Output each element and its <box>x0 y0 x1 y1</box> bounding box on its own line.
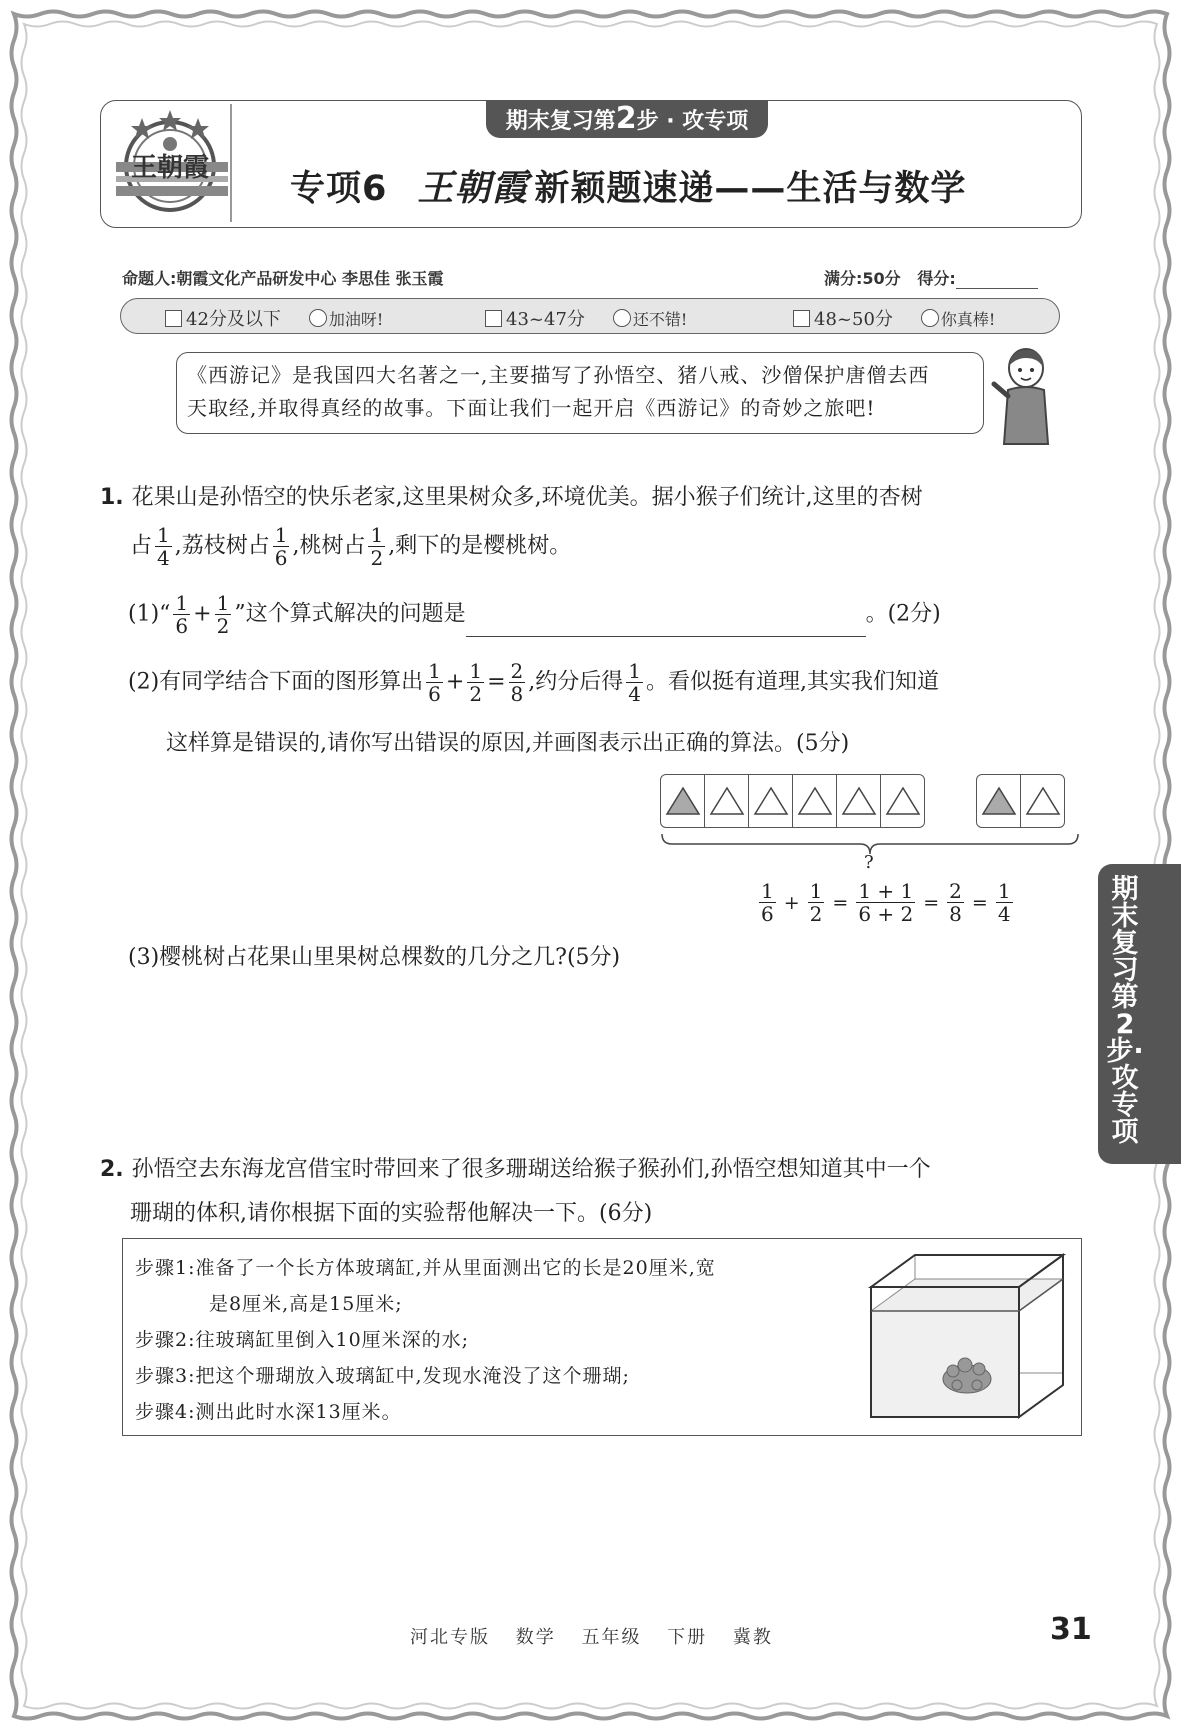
page-title <box>290 160 966 211</box>
fraction-one-quarter <box>626 660 643 705</box>
rating-checkbox-icon[interactable] <box>165 310 182 327</box>
equals-sign: = <box>487 669 506 695</box>
q1-p3-answer-area[interactable] <box>128 980 1028 1120</box>
frac-den: 4 <box>997 902 1011 926</box>
triangle-icon <box>709 785 745 817</box>
step-1-continued: 是8厘米,高是15厘米; <box>209 1293 403 1315</box>
q1-p2-text-b: ,约分后得 <box>528 669 624 695</box>
frac-den: 2 <box>809 902 823 926</box>
experiment-steps-box <box>122 1238 1082 1436</box>
rating-cheer: 你真棒! <box>940 309 996 329</box>
q2-line-2: 珊瑚的体积,请你根据下面的实验帮他解决一下。(6分) <box>130 1201 653 1226</box>
q1-number: 1. <box>100 485 124 510</box>
frac-den: 6 <box>761 902 774 926</box>
rating-item-low[interactable] <box>165 305 383 331</box>
triangle-cell <box>705 775 749 827</box>
q1-p1-text: ”这个算式解决的问题是 <box>234 601 466 627</box>
score-blank[interactable] <box>956 270 1038 289</box>
score-area <box>824 266 1038 289</box>
frac-den: 4 <box>628 682 641 706</box>
title-main: 新颖题速递——生活与数学 <box>534 169 967 209</box>
footer-edition-info: 河北专版 数学 五年级 下册 冀教 <box>410 1627 773 1648</box>
triangle-icon <box>797 785 833 817</box>
score-label: 得分: <box>917 269 956 288</box>
intro-line-1: 《西游记》是我国四大名著之一,主要描写了孙悟空、猪八戒、沙僧保护唐僧去西 <box>187 363 930 387</box>
frac-num: 1 <box>216 591 230 615</box>
q1-text-2c: ,桃树占 <box>292 533 366 559</box>
q1-part-2-line-2: 这样算是错误的,请你写出错误的原因,并画图表示出正确的算法。(5分) <box>166 731 850 756</box>
q1-text-2d: ,剩下的是樱桃树。 <box>388 533 572 559</box>
publisher-seal-logo <box>112 104 232 222</box>
rating-item-high[interactable] <box>793 305 995 331</box>
fraction-apricot <box>155 524 172 569</box>
triangle-cell <box>977 775 1021 827</box>
step-4: 步骤4:测出此时水深13厘米。 <box>135 1401 402 1423</box>
rating-item-mid[interactable] <box>485 305 687 331</box>
q1-part-2 <box>128 660 939 705</box>
triangle-cell <box>661 775 705 827</box>
formula-frac-b <box>808 880 825 925</box>
title-brand: 王朝霞 <box>417 167 529 209</box>
q1-text-1: 花果山是孙悟空的快乐老家,这里果树众多,环境优美。据小猴子们统计,这里的杏树 <box>131 485 923 510</box>
formula-frac-d <box>947 880 964 925</box>
frac-num: 1 <box>628 659 641 683</box>
equals-sign: = <box>971 891 988 914</box>
q1-line-1 <box>100 480 923 511</box>
triangle-icon <box>841 785 877 817</box>
triangle-cell <box>837 775 881 827</box>
q1-part-1 <box>128 592 941 637</box>
fraction-one-sixth <box>426 660 443 705</box>
frac-den: 2 <box>216 614 230 638</box>
rating-range: 42分及以下 <box>186 309 281 330</box>
rating-cheer: 还不错! <box>632 309 688 329</box>
frac-num: 2 <box>510 659 524 683</box>
fraction-one-half <box>467 660 484 705</box>
rating-checkbox-icon[interactable] <box>485 310 502 327</box>
formula-frac-a <box>759 880 776 925</box>
q2-text-1: 孙悟空去东海龙宫借宝时带回来了很多珊瑚送给猴子猴孙们,孙悟空想知道其中一个 <box>131 1157 931 1182</box>
wrong-formula <box>756 880 1016 925</box>
page-number: 31 <box>1050 1612 1092 1647</box>
triangle-icon <box>1025 785 1061 817</box>
triangle-group-two <box>976 774 1065 828</box>
formula-frac-c <box>856 880 915 925</box>
author-line: 命题人:朝霞文化产品研发中心 李思佳 张玉霞 <box>122 269 444 288</box>
full-score: 满分:50分 <box>824 269 901 288</box>
frac-num: 2 <box>949 879 962 903</box>
rating-cheer: 加油呀! <box>328 309 384 329</box>
step-3: 步骤3:把这个珊瑚放入玻璃缸中,发现水淹没了这个珊瑚; <box>135 1365 630 1387</box>
header-tab-prefix: 期末复习第 <box>505 109 616 134</box>
frac-den: 8 <box>510 682 524 706</box>
frac-num: 1 <box>428 659 441 683</box>
frac-num: 1 <box>997 879 1011 903</box>
frac-den: 2 <box>370 546 384 570</box>
q2-line-1 <box>100 1152 931 1183</box>
header-tab-suffix: 步 · 攻专项 <box>636 109 749 134</box>
brace-question-mark: ? <box>864 852 874 873</box>
formula-frac-e <box>996 880 1013 925</box>
step-2: 步骤2:往玻璃缸里倒入10厘米深的水; <box>135 1329 470 1351</box>
step-1: 步骤1:准备了一个长方体玻璃缸,并从里面测出它的长是20厘米,宽 <box>135 1257 716 1279</box>
header-tab-step: 2 <box>615 101 637 136</box>
rating-checkbox-icon[interactable] <box>793 310 810 327</box>
frac-den: 6 + 2 <box>858 902 914 926</box>
fraction-two-eighths <box>509 660 526 705</box>
triangle-cell <box>793 775 837 827</box>
frac-den: 6 <box>274 546 288 570</box>
q1-text-2b: ,荔枝树占 <box>174 533 270 559</box>
frac-den: 8 <box>949 902 962 926</box>
fraction-peach <box>368 524 385 569</box>
header-divider <box>230 104 232 222</box>
glass-tank-with-coral-illustration <box>867 1251 1067 1427</box>
triangle-cell <box>1021 775 1064 827</box>
rating-range: 48~50分 <box>814 309 893 330</box>
title-prefix: 专项6 <box>290 169 388 209</box>
frac-num: 1 <box>274 523 288 547</box>
rating-bar <box>120 298 1060 334</box>
frac-den: 6 <box>428 682 441 706</box>
equals-sign: = <box>923 891 940 914</box>
fraction-lychee <box>273 524 290 569</box>
frac-num: 1 <box>370 523 384 547</box>
intro-line-2: 天取经,并取得真经的故事。下面让我们一起开启《西游记》的奇妙之旅吧! <box>187 396 876 420</box>
smiley-icon <box>921 309 939 327</box>
q1-text-2a: 占 <box>130 533 153 559</box>
q1-p1-points: 。(2分) <box>865 601 941 627</box>
plus-sign: + <box>193 601 212 627</box>
frac-num: 1 <box>175 591 189 615</box>
frac-num: 1 <box>157 523 170 547</box>
frac-num: 1 <box>809 879 823 903</box>
rating-range: 43~47分 <box>506 309 585 330</box>
triangle-icon <box>665 785 701 817</box>
equals-sign: = <box>832 891 849 914</box>
fraction-one-sixth <box>173 592 190 637</box>
triangle-cell <box>749 775 793 827</box>
frac-num: 1 + 1 <box>858 879 914 903</box>
triangle-cell <box>881 775 924 827</box>
side-step-tab-label: 期末复习第2步·攻专项 <box>1106 874 1144 1148</box>
q1-line-2 <box>130 524 571 569</box>
intro-speech-bubble <box>176 352 984 434</box>
q1-p2-text-a: (2)有同学结合下面的图形算出 <box>128 669 424 695</box>
header-step-tab <box>486 100 768 138</box>
q2-number: 2. <box>100 1157 124 1182</box>
q1-p2-text-c: 。看似挺有道理,其实我们知道 <box>645 669 939 695</box>
smiley-icon <box>309 309 327 327</box>
triangle-icon <box>753 785 789 817</box>
frac-num: 1 <box>469 659 483 683</box>
q1-part-3: (3)樱桃树占花果山里果树总棵数的几分之几?(5分) <box>128 945 621 970</box>
frac-den: 2 <box>469 682 483 706</box>
q1-p1-prefix: (1)“ <box>128 601 171 627</box>
frac-num: 1 <box>761 879 774 903</box>
girl-illustration-icon <box>990 344 1056 448</box>
triangle-icon <box>981 785 1017 817</box>
triangle-group-six <box>660 774 925 828</box>
q1-p1-answer-blank[interactable] <box>466 614 866 637</box>
plus-sign: + <box>783 891 800 914</box>
smiley-icon <box>613 309 631 327</box>
frac-den: 4 <box>157 546 170 570</box>
triangle-icon <box>885 785 921 817</box>
plus-sign: + <box>445 669 465 695</box>
frac-den: 6 <box>175 614 189 638</box>
fraction-one-half <box>215 592 232 637</box>
svg-text:王朝霞: 王朝霞 <box>130 153 210 183</box>
